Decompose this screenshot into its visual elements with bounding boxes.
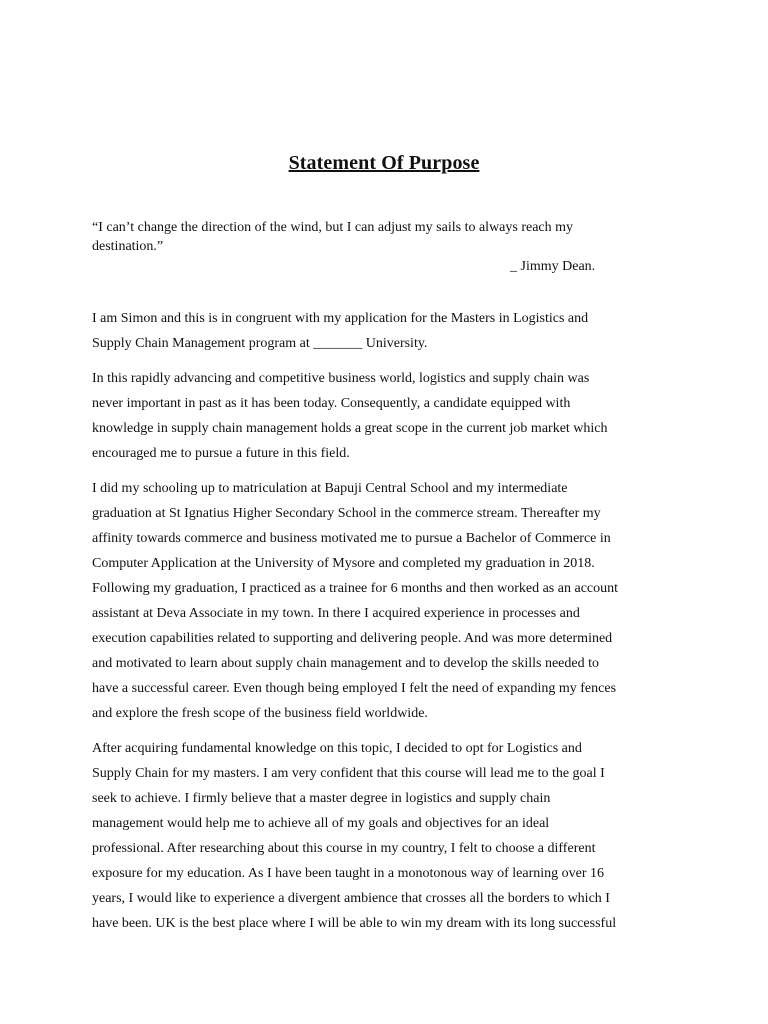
paragraph-line: encouraged me to pursue a future in this field. [92, 446, 350, 461]
paragraph-line: management would help me to achieve all of my goals and objectives for an ideal [92, 816, 550, 831]
paragraph-line: execution capabilities related to supporting and delivering people. And was more determined [92, 631, 613, 646]
paragraph-line: years, I would like to experience a divergent ambience that crosses all the borders to which I [92, 891, 610, 906]
paragraph-line: Computer Application at the University of Mysore and completed my graduation in 2018. [92, 556, 595, 571]
paragraph-line: knowledge in supply chain management holds a great scope in the current job market which [92, 421, 608, 436]
document-body [92, 306, 677, 946]
quote-line: “I can’t change the direction of the wind, but I can adjust my sails to always reach my [92, 220, 574, 235]
body-paragraph [92, 736, 677, 936]
opening-quote [92, 218, 672, 256]
paragraph-line: never important in past as it has been today. Consequently, a candidate equipped with [92, 396, 571, 411]
paragraph-line: and explore the fresh scope of the business field worldwide. [92, 706, 428, 721]
paragraph-line: After acquiring fundamental knowledge on this topic, I decided to opt for Logistics and [92, 741, 582, 756]
paragraph-line: I did my schooling up to matriculation at Bapuji Central School and my intermediate [92, 481, 568, 496]
paragraph-line: assistant at Deva Associate in my town. In there I acquired experience in processes and [92, 606, 580, 621]
paragraph-line: affinity towards commerce and business motivated me to pursue a Bachelor of Commerce in [92, 531, 611, 546]
quote-author: _ Jimmy Dean. [510, 259, 596, 274]
paragraph-line: I am Simon and this is in congruent with my application for the Masters in Logistics and [92, 311, 589, 326]
paragraph-line: Supply Chain for my masters. I am very confident that this course will lead me to the goal I [92, 766, 605, 781]
paragraph-line: and motivated to learn about supply chain management and to develop the skills needed to [92, 656, 599, 671]
body-paragraph [92, 476, 677, 726]
body-paragraph [92, 306, 677, 356]
paragraph-line: have a successful career. Even though being employed I felt the need of expanding my fences [92, 681, 617, 696]
document-title: Statement Of Purpose [288, 152, 480, 174]
paragraph-line: In this rapidly advancing and competitive business world, logistics and supply chain was [92, 371, 590, 386]
paragraph-line: Supply Chain Management program at _______ University. [92, 336, 428, 351]
quote-line: destination.” [92, 239, 164, 254]
body-paragraph [92, 366, 677, 466]
paragraph-line: have been. UK is the best place where I will be able to win my dream with its long successful [92, 916, 617, 931]
paragraph-line: exposure for my education. As I have been taught in a monotonous way of learning over 16 [92, 866, 605, 881]
paragraph-line: Following my graduation, I practiced as a trainee for 6 months and then worked as an account [92, 581, 619, 596]
paragraph-line: seek to achieve. I firmly believe that a master degree in logistics and supply chain [92, 791, 551, 806]
paragraph-line: professional. After researching about this course in my country, I felt to choose a different [92, 841, 596, 856]
paragraph-line: graduation at St Ignatius Higher Secondary School in the commerce stream. Thereafter my [92, 506, 601, 521]
